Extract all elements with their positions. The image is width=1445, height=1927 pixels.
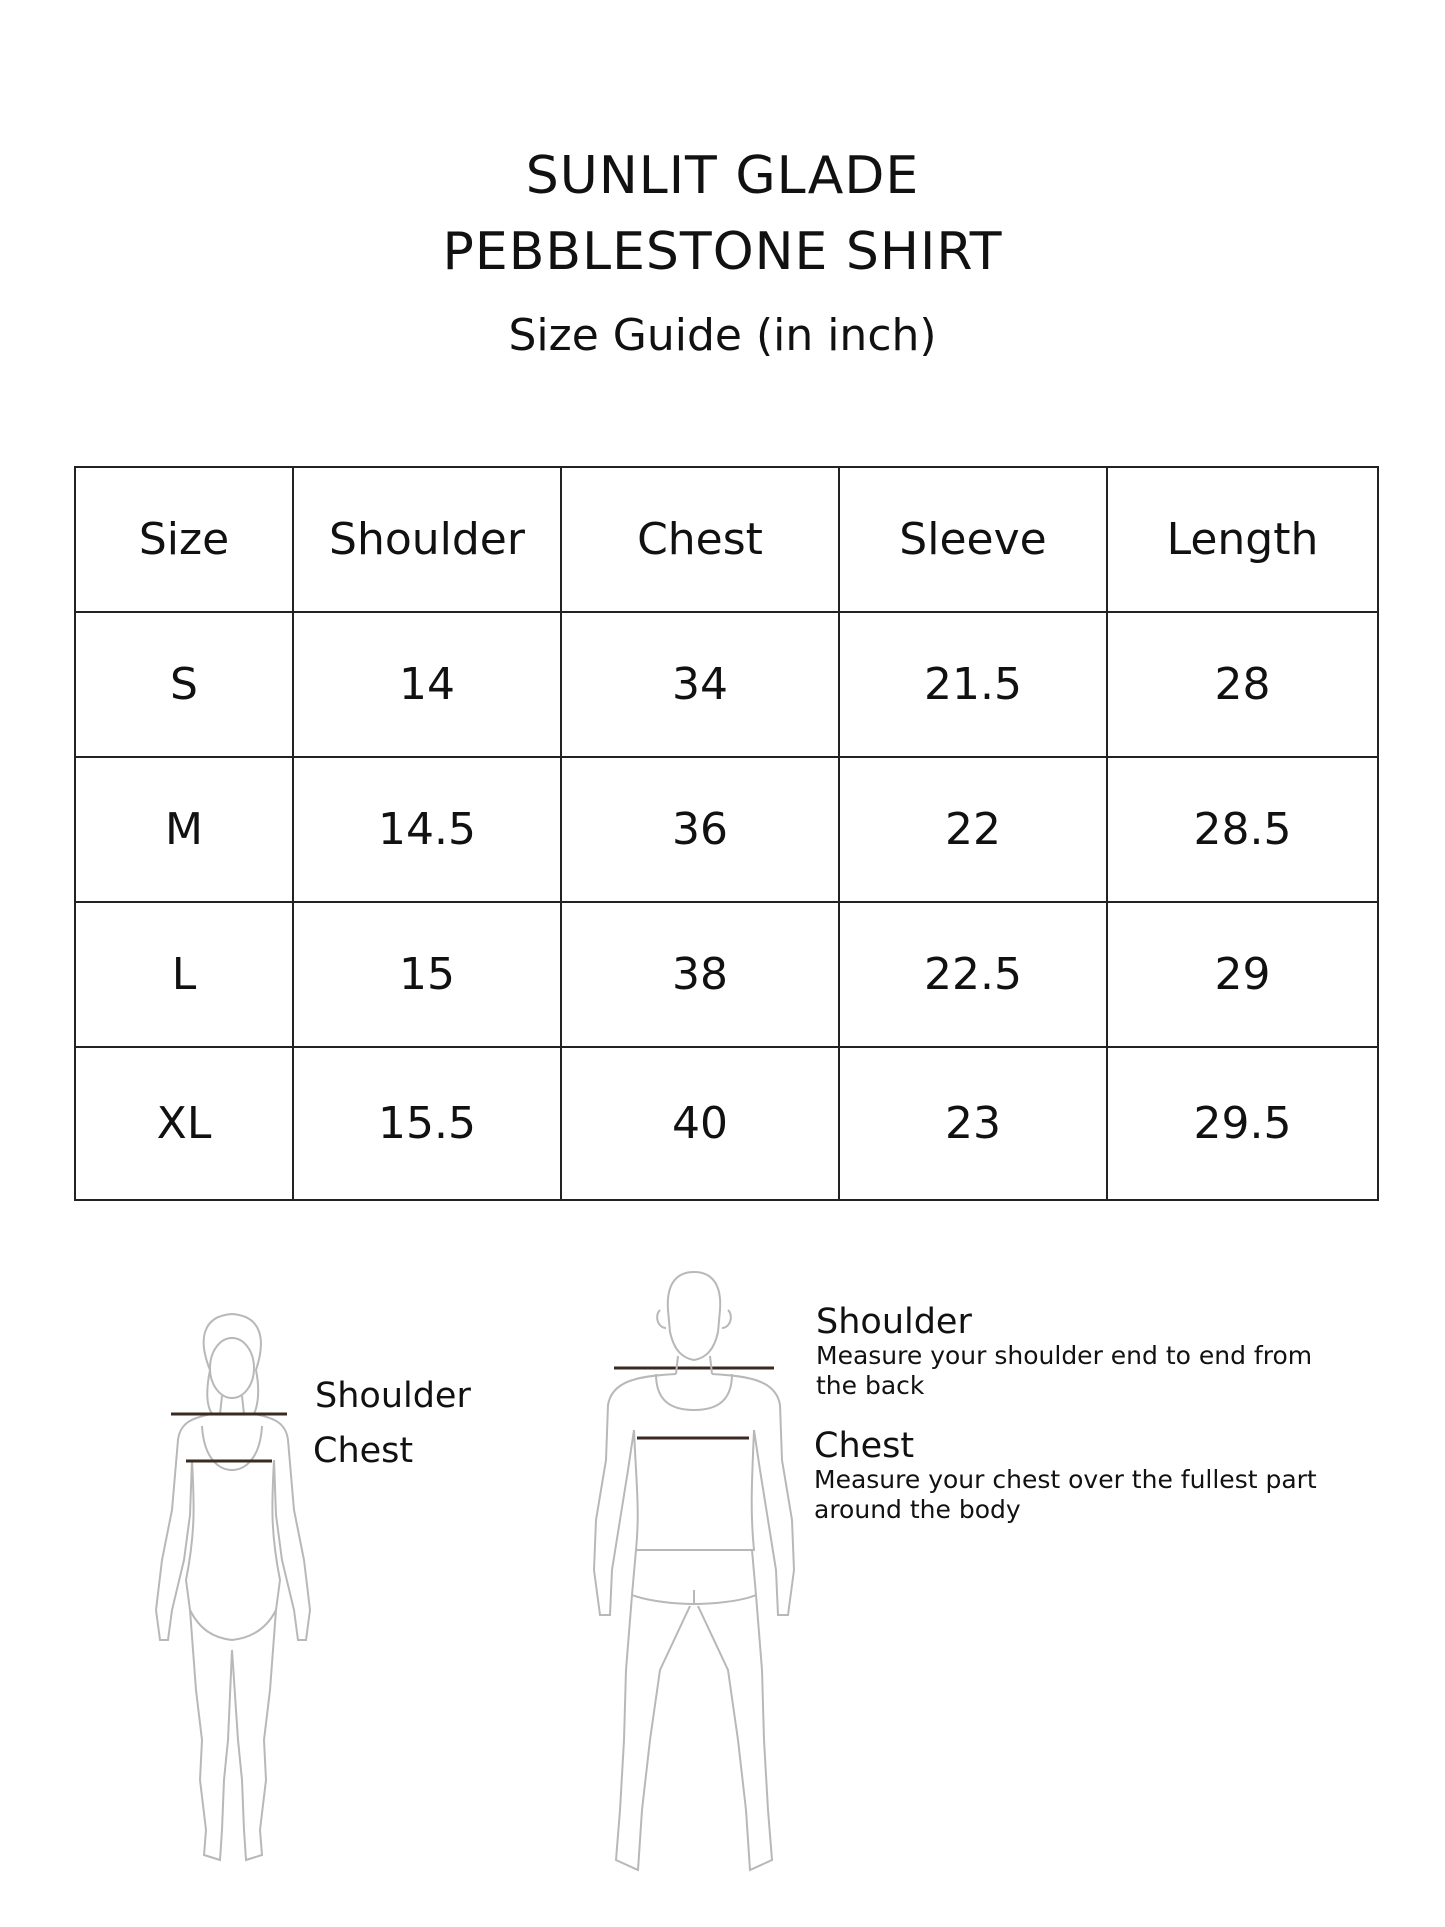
- male-shoulder-title: Shoulder: [816, 1302, 972, 1342]
- table-cell: 14.5: [293, 757, 561, 902]
- male-body-figure-icon: [590, 1270, 800, 1880]
- female-chest-label: Chest: [313, 1431, 414, 1471]
- table-cell: 38: [561, 902, 839, 1047]
- title-line-2: PEBBLESTONE SHIRT: [442, 222, 1003, 282]
- table-cell: 40: [561, 1047, 839, 1200]
- table-cell: 29: [1107, 902, 1378, 1047]
- female-shoulder-label: Shoulder: [315, 1376, 471, 1416]
- column-header: Shoulder: [293, 467, 561, 612]
- male-chest-description-line2: around the body: [814, 1495, 1021, 1524]
- male-shoulder-description-line2: the back: [816, 1371, 925, 1400]
- table-cell: L: [75, 902, 293, 1047]
- table-cell: 28.5: [1107, 757, 1378, 902]
- male-chest-description-line1: Measure your chest over the fullest part: [814, 1465, 1317, 1494]
- table-cell: 15: [293, 902, 561, 1047]
- table-cell: 36: [561, 757, 839, 902]
- table-cell: S: [75, 612, 293, 757]
- table-cell: 23: [839, 1047, 1107, 1200]
- table-cell: 29.5: [1107, 1047, 1378, 1200]
- table-cell: 21.5: [839, 612, 1107, 757]
- table-cell: 15.5: [293, 1047, 561, 1200]
- table-cell: XL: [75, 1047, 293, 1200]
- male-shoulder-description-line1: Measure your shoulder end to end from: [816, 1341, 1313, 1370]
- column-header: Sleeve: [839, 467, 1107, 612]
- male-chest-title: Chest: [814, 1426, 915, 1466]
- column-header: Size: [75, 467, 293, 612]
- table-cell: M: [75, 757, 293, 902]
- table-cell: 34: [561, 612, 839, 757]
- subtitle: Size Guide (in inch): [508, 310, 937, 361]
- table-cell: 22: [839, 757, 1107, 902]
- table-cell: 22.5: [839, 902, 1107, 1047]
- table-cell: 28: [1107, 612, 1378, 757]
- title-line-1: SUNLIT GLADE: [525, 146, 920, 206]
- table-cell: 14: [293, 612, 561, 757]
- column-header: Chest: [561, 467, 839, 612]
- column-header: Length: [1107, 467, 1378, 612]
